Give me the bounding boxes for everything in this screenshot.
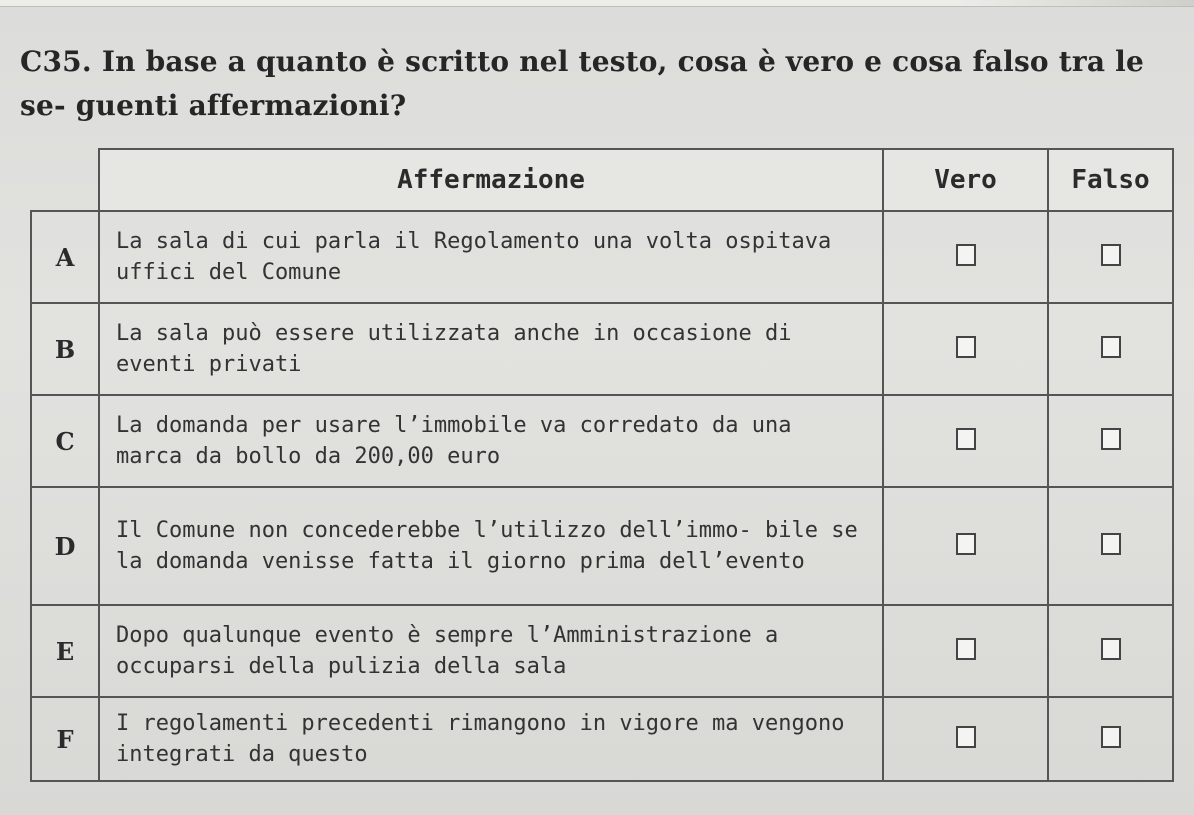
true-checkbox[interactable]	[956, 638, 976, 660]
false-cell	[1048, 697, 1173, 781]
false-cell	[1048, 487, 1173, 605]
question-body: In base a quanto è scritto nel testo, cosa è vero e cosa falso tra le se- guenti affermazioni?	[20, 45, 1144, 122]
statements-table	[30, 148, 1172, 778]
true-checkbox[interactable]	[956, 533, 976, 555]
page-top-edge	[0, 0, 1194, 7]
row-statement: La domanda per usare l’immobile va corredato da una marca da bollo da 200,00 euro	[99, 395, 883, 487]
row-letter: A	[31, 211, 99, 303]
row-statement: Dopo qualunque evento è sempre l’Amministrazione a occuparsi della pulizia della sala	[99, 605, 883, 697]
header-letter-blank	[31, 149, 99, 211]
false-checkbox[interactable]	[1101, 638, 1121, 660]
table-row	[31, 487, 1173, 605]
table-row	[31, 697, 1173, 781]
true-cell	[883, 605, 1048, 697]
row-letter: B	[31, 303, 99, 395]
true-checkbox[interactable]	[956, 336, 976, 358]
false-checkbox[interactable]	[1101, 336, 1121, 358]
row-letter: F	[31, 697, 99, 781]
row-letter: C	[31, 395, 99, 487]
row-letter: D	[31, 487, 99, 605]
table-header-row	[31, 149, 1173, 211]
false-checkbox[interactable]	[1101, 244, 1121, 266]
question-number: C35.	[20, 45, 92, 78]
header-statement: Affermazione	[99, 149, 883, 211]
true-cell	[883, 487, 1048, 605]
true-cell	[883, 697, 1048, 781]
false-checkbox[interactable]	[1101, 533, 1121, 555]
table-row	[31, 211, 1173, 303]
false-cell	[1048, 211, 1173, 303]
row-statement: La sala può essere utilizzata anche in occasione di eventi privati	[99, 303, 883, 395]
question-text	[20, 40, 1170, 128]
true-checkbox[interactable]	[956, 244, 976, 266]
false-checkbox[interactable]	[1101, 428, 1121, 450]
table-row	[31, 303, 1173, 395]
true-checkbox[interactable]	[956, 428, 976, 450]
false-checkbox[interactable]	[1101, 726, 1121, 748]
row-statement: Il Comune non concederebbe l’utilizzo dell’immo- bile se la domanda venisse fatta il giorno prima dell’evento	[99, 487, 883, 605]
true-cell	[883, 395, 1048, 487]
false-cell	[1048, 395, 1173, 487]
table-row	[31, 395, 1173, 487]
header-false: Falso	[1048, 149, 1173, 211]
true-checkbox[interactable]	[956, 726, 976, 748]
true-cell	[883, 303, 1048, 395]
table-row	[31, 605, 1173, 697]
header-true: Vero	[883, 149, 1048, 211]
row-statement: I regolamenti precedenti rimangono in vigore ma vengono integrati da questo	[99, 697, 883, 781]
true-cell	[883, 211, 1048, 303]
row-statement: La sala di cui parla il Regolamento una volta ospitava uffici del Comune	[99, 211, 883, 303]
false-cell	[1048, 605, 1173, 697]
false-cell	[1048, 303, 1173, 395]
row-letter: E	[31, 605, 99, 697]
